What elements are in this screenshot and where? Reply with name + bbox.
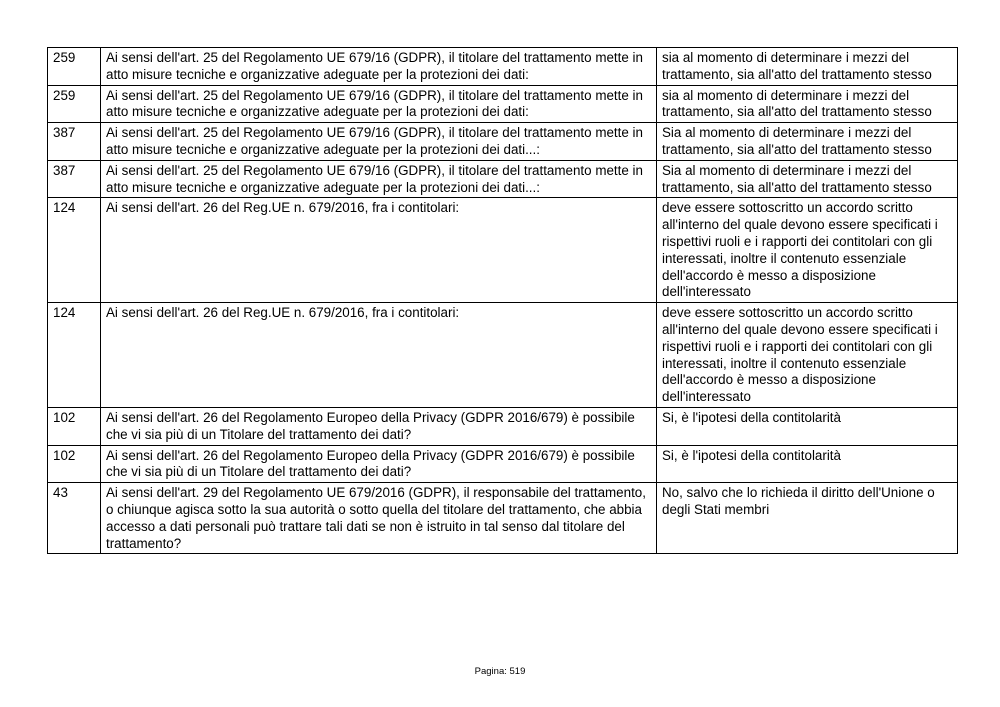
question-number: 43: [48, 483, 101, 554]
question-number: 102: [48, 445, 101, 483]
question-number: 124: [48, 303, 101, 408]
answer-text: deve essere sottoscritto un accordo scritto all'interno del quale devono essere specificati i rispettivi ruoli e i rapporti dei contitolari con gli interessati, inoltre il contenuto essenziale dell'accordo è messo a disposizione dell'interessato: [657, 303, 958, 408]
answer-text: sia al momento di determinare i mezzi del trattamento, sia all'atto del trattamento stesso: [657, 48, 958, 86]
question-text: Ai sensi dell'art. 26 del Regolamento Europeo della Privacy (GDPR 2016/679) è possibile che vi sia più di un Titolare del trattamento dei dati?: [101, 407, 657, 445]
answer-text: Si, è l'ipotesi della contitolarità: [657, 445, 958, 483]
question-text: Ai sensi dell'art. 26 del Regolamento Europeo della Privacy (GDPR 2016/679) è possibile che vi sia più di un Titolare del trattamento dei dati?: [101, 445, 657, 483]
answer-text: Si, è l'ipotesi della contitolarità: [657, 407, 958, 445]
table-row: [48, 160, 958, 198]
question-number: 102: [48, 407, 101, 445]
question-text: Ai sensi dell'art. 29 del Regolamento UE 679/2016 (GDPR), il responsabile del trattamento, o chiunque agisca sotto la sua autorità o sotto quella del titolare del trattamento, che abbia accesso a dati personali può trattare tali dati se non è istruito in tal senso dal titolare del trattamento?: [101, 483, 657, 554]
table-row: [48, 48, 958, 86]
question-text: Ai sensi dell'art. 26 del Reg.UE n. 679/2016, fra i contitolari:: [101, 198, 657, 303]
questions-table: [47, 47, 958, 554]
question-number: 259: [48, 85, 101, 123]
question-text: Ai sensi dell'art. 25 del Regolamento UE 679/16 (GDPR), il titolare del trattamento mette in atto misure tecniche e organizzative adeguate per la protezioni dei dati...:: [101, 160, 657, 198]
table-row: [48, 85, 958, 123]
question-text: Ai sensi dell'art. 26 del Reg.UE n. 679/2016, fra i contitolari:: [101, 303, 657, 408]
answer-text: deve essere sottoscritto un accordo scritto all'interno del quale devono essere specificati i rispettivi ruoli e i rapporti dei contitolari con gli interessati, inoltre il contenuto essenziale dell'accordo è messo a disposizione dell'interessato: [657, 198, 958, 303]
answer-text: Sia al momento di determinare i mezzi del trattamento, sia all'atto del trattamento stesso: [657, 123, 958, 161]
question-number: 387: [48, 160, 101, 198]
table-row: [48, 123, 958, 161]
table-row: [48, 445, 958, 483]
question-text: Ai sensi dell'art. 25 del Regolamento UE 679/16 (GDPR), il titolare del trattamento mette in atto misure tecniche e organizzative adeguate per la protezioni dei dati:: [101, 85, 657, 123]
question-number: 124: [48, 198, 101, 303]
question-text: Ai sensi dell'art. 25 del Regolamento UE 679/16 (GDPR), il titolare del trattamento mette in atto misure tecniche e organizzative adeguate per la protezioni dei dati:: [101, 48, 657, 86]
question-text: Ai sensi dell'art. 25 del Regolamento UE 679/16 (GDPR), il titolare del trattamento mette in atto misure tecniche e organizzative adeguate per la protezioni dei dati...:: [101, 123, 657, 161]
question-number: 387: [48, 123, 101, 161]
page-number: Pagina: 519: [474, 666, 526, 677]
table-row: [48, 407, 958, 445]
answer-text: Sia al momento di determinare i mezzi del trattamento, sia all'atto del trattamento stesso: [657, 160, 958, 198]
answer-text: sia al momento di determinare i mezzi del trattamento, sia all'atto del trattamento stesso: [657, 85, 958, 123]
table-row: [48, 483, 958, 554]
answer-text: No, salvo che lo richieda il diritto dell'Unione o degli Stati membri: [657, 483, 958, 554]
table-row: [48, 198, 958, 303]
table-row: [48, 303, 958, 408]
question-number: 259: [48, 48, 101, 86]
